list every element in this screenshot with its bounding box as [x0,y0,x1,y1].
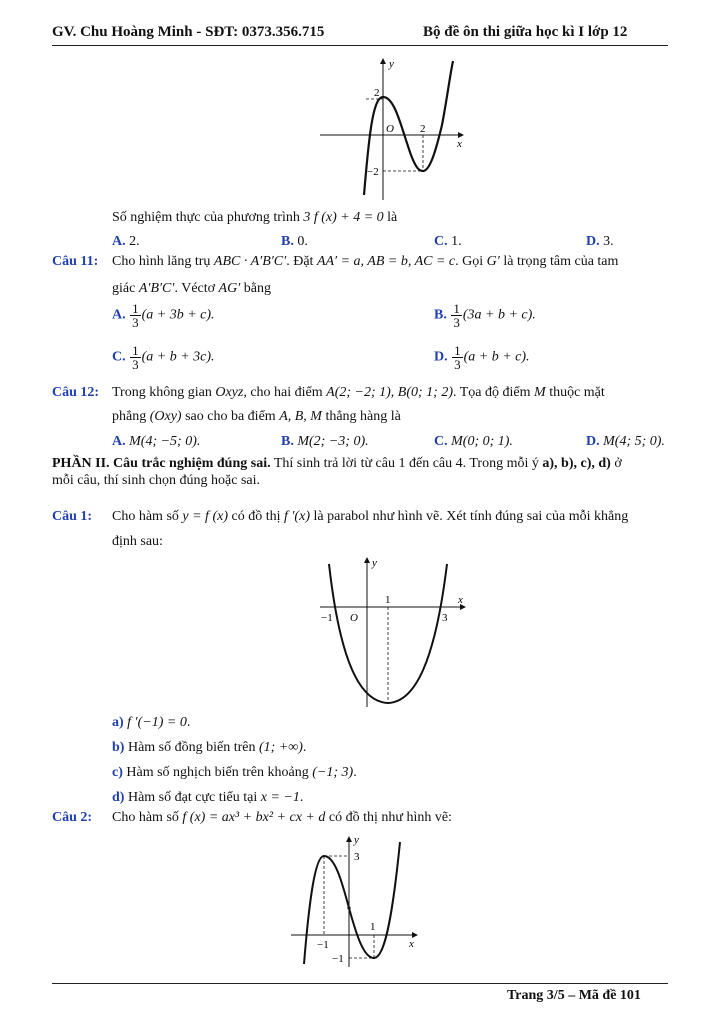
y-axis-label: y [372,557,377,569]
p1-line2: định sau: [112,534,163,549]
q10-option-c[interactable]: C. 1. [434,234,462,249]
p2-function: f (x) = ax³ + bx² + cx + d [182,810,326,825]
q12-option-a[interactable]: A. M(4; −5; 0). [112,434,201,449]
p1-item-c[interactable]: c) Hàm số nghịch biến trên khoảng (−1; 3). [112,765,357,780]
y-tick-neg2: −2 [367,166,379,178]
footer-page-number: Trang 3/5 – Mã đề 101 [507,988,641,1003]
x-tick-neg1: −1 [317,939,329,951]
cubic-graph-figure [315,55,470,205]
part2-heading: PHẦN II. Câu trắc nghiệm đúng sai. Thí sinh trả lời từ câu 1 đến câu 4. Trong mỗi ý a), b), c), d) ở [52,456,622,471]
fraction: $\frac{1}{3}$ [454,343,461,372]
q10-stem: Số nghiệm thực của phương trình 3 f (x) + 4 = 0 là [112,210,398,225]
q12-line2: phẳng (Oxy) sao cho ba điểm A, B, M thẳng hàng là [112,409,401,424]
q12-option-b[interactable]: B. M(2; −3; 0). [281,434,369,449]
p1-item-a[interactable]: a) f ′(−1) = 0. [112,715,191,730]
q12-points: A(2; −2; 1), B(0; 1; 2) [326,385,453,400]
q12-option-d[interactable]: D. M(4; 5; 0). [586,434,665,449]
header-title: Bộ đề ôn thi giữa học kì I lớp 12 [423,24,628,40]
q10-option-a[interactable]: A. 2. [112,234,140,249]
q11-label: Câu 11: [52,254,99,269]
q12-option-c[interactable]: C. M(0; 0; 1). [434,434,513,449]
origin-label: O [350,612,358,624]
x-tick-1: 1 [385,594,391,606]
q10-option-b[interactable]: B. 0. [281,234,308,249]
q12-line1: Trong không gian Oxyz, cho hai điểm A(2; −2; 1), B(0; 1; 2). Tọa độ điểm M thuộc mặt [112,385,605,400]
origin-label: O [386,123,394,135]
part2-heading-line2: mỗi câu, thí sinh chọn đúng hoặc sai. [52,473,261,488]
y-tick-neg1: −1 [332,953,344,965]
fraction: $\frac{1}{3}$ [453,301,460,330]
q11-line2: giác A′B′C′. Véctơ AG′ bằng [112,281,271,296]
q12-label: Câu 12: [52,385,100,400]
y-tick-3: 3 [354,851,360,863]
fraction: $\frac{1}{3}$ [132,343,139,372]
q11-line1: Cho hình lăng trụ ABC · A′B′C′. Đặt AA′ = a, AB = b, AC = c. Gọi G′ là trọng tâm của tam [112,254,619,269]
q11-vectors: AA′ = a, AB = b, AC = c [316,254,456,269]
p1-line1: Cho hàm số y = f (x) có đồ thị f ′(x) là parabol như hình vẽ. Xét tính đúng sai của mỗi khẳng [112,509,629,524]
footer-rule [52,983,668,984]
p1-item-d[interactable]: d) Hàm số đạt cực tiểu tại x = −1. [112,790,304,805]
parabola-graph-figure [315,552,470,709]
x-tick-neg1: −1 [321,612,333,624]
x-axis-label: x [409,938,414,950]
p1-item-b[interactable]: b) Hàm số đồng biến trên (1; +∞). [112,740,307,755]
header-author: GV. Chu Hoàng Minh - SĐT: 0373.356.715 [52,24,325,40]
fraction: $\frac{1}{3}$ [132,301,139,330]
p2-line1: Cho hàm số f (x) = ax³ + bx² + cx + d có đồ thị như hình vẽ: [112,810,452,825]
intercept-point [347,906,350,909]
y-axis-label: y [389,58,394,70]
cubic-graph-figure-2 [287,832,422,970]
q11-option-a[interactable]: A. $\frac{1}{3}$ (a + 3b + c). [112,301,215,330]
p1-label: Câu 1: [52,509,93,524]
x-axis-label: x [457,138,462,150]
header-rule [52,45,668,46]
x-axis-label: x [458,594,463,606]
x-tick-2: 2 [420,123,426,135]
x-tick-1: 1 [370,921,376,933]
y-axis-label: y [354,834,359,846]
x-tick-3: 3 [442,612,448,624]
q11-option-c[interactable]: C. $\frac{1}{3}$ (a + b + 3c). [112,343,215,372]
q10-option-d[interactable]: D. 3. [586,234,614,249]
p2-label: Câu 2: [52,810,93,825]
q10-equation: 3 f (x) + 4 = 0 [303,210,384,225]
y-tick-2: 2 [374,87,380,99]
q11-option-d[interactable]: D. $\frac{1}{3}$ (a + b + c). [434,343,530,372]
q11-option-b[interactable]: B. $\frac{1}{3}$ (3a + b + c). [434,301,536,330]
